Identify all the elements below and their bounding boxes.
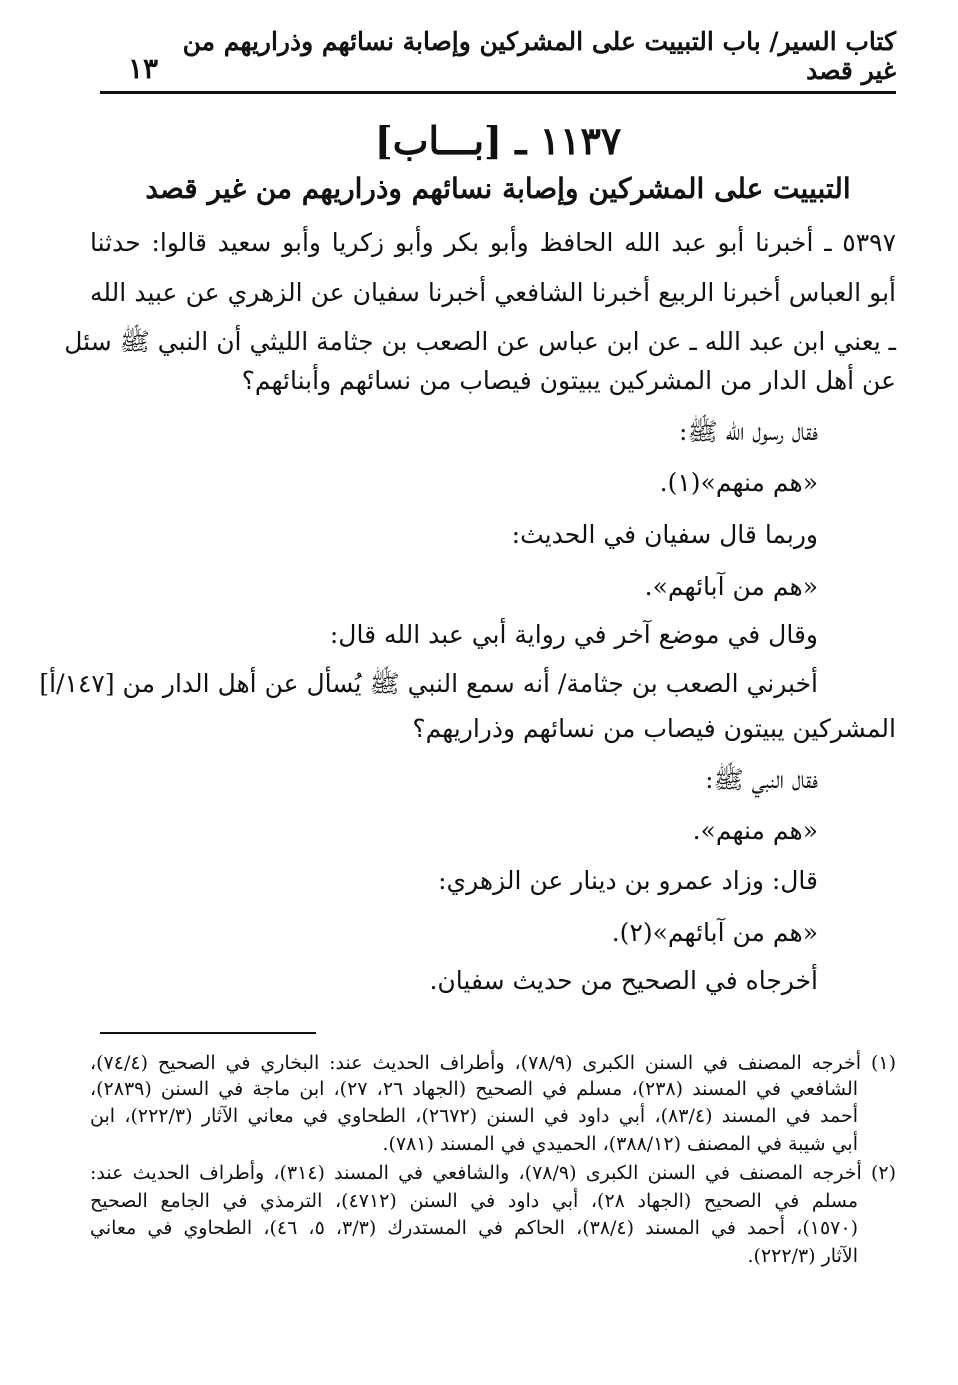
footnote-1-line: (١) أخرجه المصنف في السنن الكبرى (٧٨/٩)، وأطراف الحديث عند: البخاري في الصحيح (٧٤/٤)، bbox=[90, 1052, 896, 1074]
running-title: كتاب السير/ باب التبييت على المشركين وإصابة نسائهم وذراريهم من غير قصد bbox=[182, 27, 896, 85]
body-line: «هم من آبائهم». bbox=[644, 572, 818, 601]
footnote-divider bbox=[100, 1032, 316, 1034]
body-line: أخبرني الصعب بن جثامة/ أنه سمع النبي ﷺ يُسأل عن أهل الدار من [١٤٧/أ] bbox=[39, 669, 818, 698]
body-line: «هم منهم». bbox=[692, 816, 818, 845]
body-line: أخرجاه في الصحيح من حديث سفيان. bbox=[429, 966, 818, 995]
chapter-title: التبييت على المشركين وإصابة نسائهم وذراريهم من غير قصد bbox=[145, 172, 851, 205]
running-header bbox=[100, 27, 896, 94]
footnote-2-line: (٢) أخرجه المصنف في السنن الكبرى (٧٨/٩)، والشافعي في المسند (٣١٤)، وأطراف الحديث عند: bbox=[90, 1162, 896, 1184]
footnote-1-line: أبي شيبة في المصنف (٣٨٨/١٢)، الحميدي في المسند (٧٨١). bbox=[382, 1133, 858, 1155]
body-line: عن أهل الدار من المشركين يبيتون فيصاب من نسائهم وأبنائهم؟ bbox=[241, 366, 896, 395]
body-line: ـ يعني ابن عبد الله ـ عن ابن عباس عن الصعب بن جثامة الليثي أن النبي ﷺ سئل bbox=[64, 327, 896, 356]
page-number: ١٣ bbox=[128, 52, 159, 85]
footnote-2-line: مسلم في الصحيح (الجهاد ٢٨)، أبي داود في السنن (٤٧١٢)، الترمذي في الجامع الصحيح bbox=[90, 1190, 858, 1212]
body-line: فقال رسول الله ﷺ: bbox=[679, 417, 818, 446]
footnote-1-line: الشافعي في المسند (٢٣٨)، مسلم في الصحيح (الجهاد ٢٦، ٢٧)، ابن ماجة في السنن (٢٨٣٩)، bbox=[90, 1078, 859, 1100]
body-line: ٥٣٩٧ ـ أخبرنا أبو عبد الله الحافظ وأبو بكر وأبو زكريا وأبو سعيد قالوا: حدثنا bbox=[90, 228, 896, 257]
footnote-2-line: (١٥٧٠)، أحمد في المسند (٣٨/٤)، الحاكم في المستدرك (٣/٣، ٥، ٤٦)، الطحاوي في معاني bbox=[90, 1217, 859, 1239]
body-line: أبو العباس أخبرنا الربيع أخبرنا الشافعي أخبرنا سفيان عن الزهري عن عبيد الله bbox=[90, 278, 896, 307]
footnote-2-line: الآثار (٢٢٢/٣). bbox=[747, 1245, 858, 1267]
body-line: قال: وزاد عمرو بن دينار عن الزهري: bbox=[438, 866, 818, 895]
body-line: وقال في موضع آخر في رواية أبي عبد الله قال: bbox=[329, 620, 818, 649]
body-line: وربما قال سفيان في الحديث: bbox=[511, 520, 818, 549]
body-line: فقال النبي ﷺ: bbox=[705, 765, 818, 794]
chapter-number: ١١٣٧ ـ [بـــاب] bbox=[374, 118, 622, 163]
body-line: المشركين يبيتون فيصاب من نسائهم وذراريهم؟ bbox=[412, 714, 896, 743]
footnote-1-line: أحمد في المسند (٨٣/٤)، أبي داود في السنن (٢٦٧٢)، الطحاوي في معاني الآثار (٢٢٢/٣)، ابن bbox=[90, 1105, 858, 1127]
body-line: «هم منهم»(١). bbox=[659, 468, 818, 497]
body-line: «هم من آبائهم»(٢). bbox=[611, 918, 818, 947]
